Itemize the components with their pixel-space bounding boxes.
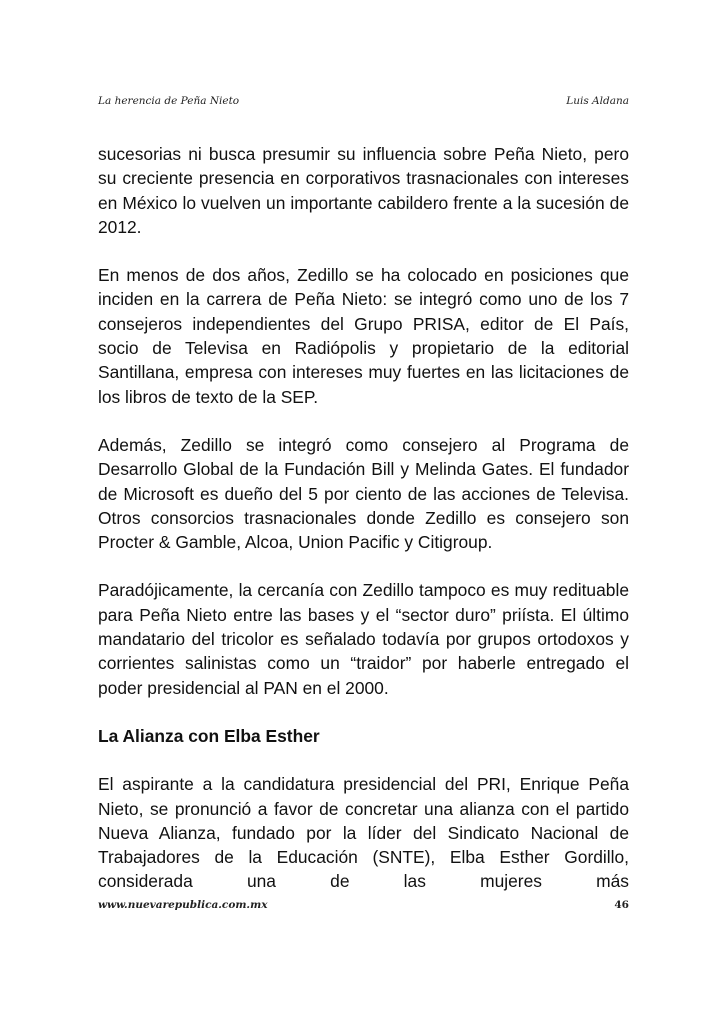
running-footer xyxy=(98,898,629,912)
body-text xyxy=(98,142,629,894)
section-heading: La Alianza con Elba Esther xyxy=(98,725,320,746)
website-url: www.nuevarepublica.com.mx xyxy=(98,899,268,911)
paragraph: Paradójicamente, la cercanía con Zedillo tampoco es muy redituable para Peña Nieto entre las bases y el “sector duro” priísta. El último mandatario del tricolor es señalado todavía por grupos ortodoxos y corrientes salinistas como un “traidor” por haberle entregado el poder presidencial al PAN en el 2000. xyxy=(98,580,629,698)
paragraph: Además, Zedillo se integró como consejero al Programa de Desarrollo Global de la Fundación Bill y Melinda Gates. El fundador de Microsoft es dueño del 5 por ciento de las acciones de Televisa. Otros consorcios trasnacionales donde Zedillo es consejero son Procter & Gamble, Alcoa, Union Pacific y Citigroup. xyxy=(98,434,629,553)
running-header xyxy=(98,94,629,108)
paragraph: El aspirante a la candidatura presidencial del PRI, Enrique Peña Nieto, se pronunció a favor de concretar una alianza con el partido Nueva Alianza, fundado por la líder del Sindicato Nacional de Trabajadores de la Educación (SNTE), Elba Esther Gordillo, considerada una de las mujeres más xyxy=(98,774,629,892)
paragraph: En menos de dos años, Zedillo se ha colocado en posiciones que inciden en la carrera de Peña Nieto: se integró como uno de los 7 consejeros independientes del Grupo PRISA, editor de El País, socio de Televisa en Radiópolis y propietario de la editorial Santillana, empresa con intereses muy fuertes en las licitaciones de los libros de texto de la SEP. xyxy=(98,265,629,407)
paragraph: sucesorias ni busca presumir su influencia sobre Peña Nieto, pero su creciente presencia en corporativos trasnacionales con intereses en México lo vuelven un importante cabildero frente a la sucesión de 2012. xyxy=(98,144,629,237)
author-name: Luis Aldana xyxy=(566,95,629,107)
page-number: 46 xyxy=(614,899,629,911)
book-title: La herencia de Peña Nieto xyxy=(98,95,240,107)
